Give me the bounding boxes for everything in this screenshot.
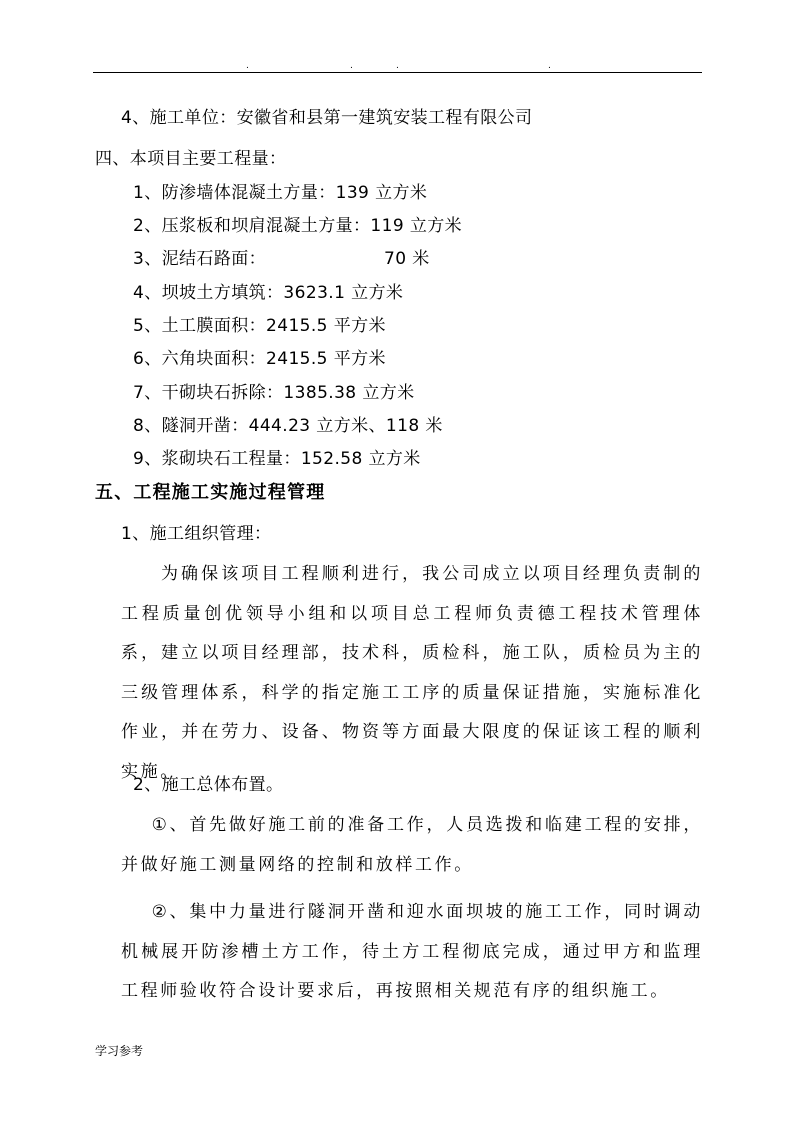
- quantity-item: 1、防渗墙体混凝土方量：139 立方米: [133, 183, 428, 203]
- header-dot: .: [246, 61, 249, 71]
- section-heading-quantities: 四、本项目主要工程量：: [95, 149, 287, 169]
- quantity-item: 5、土工膜面积：2415.5 平方米: [133, 316, 386, 336]
- subheading-layout: 2、施工总体布置。: [133, 775, 284, 795]
- quantity-item: 2、压浆板和坝肩混凝土方量：119 立方米: [133, 216, 463, 236]
- quantity-item: 9、浆砌块石工程量：152.58 立方米: [133, 449, 421, 469]
- section-heading-management: 五、工程施工实施过程管理: [95, 482, 326, 503]
- quantity-value: 70 米: [384, 249, 430, 269]
- quantity-item: 3、泥结石路面：: [133, 249, 267, 269]
- header-rule: [93, 72, 702, 73]
- paragraph-organization: 为确保该项目工程顺利进行，我公司成立以项目经理负责制的工程质量创优领导小组和以项目总工程师负责德工程技术管理体系，建立以项目经理部，技术科，质检科，施工队，质检员为主的三级管理体系，科学的指定施工工序的质量保证措施，实施标准化作业，并在劳力、设备、物资等方面最大限度的保证该工程的顺利实施。: [121, 564, 703, 782]
- quantity-item: 4、坝坡土方填筑：3623.1 立方米: [133, 283, 404, 303]
- header-dot: .: [350, 61, 353, 71]
- footer-note: 学习参考: [95, 1044, 144, 1058]
- header-dot: .: [396, 61, 399, 71]
- quantity-item: 7、干砌块石拆除：1385.38 立方米: [133, 383, 415, 403]
- quantity-item: 8、隧洞开凿：444.23 立方米、118 米: [133, 416, 443, 436]
- construction-unit-line: 4、施工单位：安徽省和县第一建筑安装工程有限公司: [121, 108, 533, 128]
- paragraph-tunnel-work: ②、集中力量进行隧洞开凿和迎水面坝坡的施工工作，同时调动机械展开防渗槽土方工作，待土方工程彻底完成，通过甲方和监理工程师验收符合设计要求后，再按照相关规范有序的组织施工。: [121, 902, 703, 1001]
- subheading-organization: 1、施工组织管理：: [121, 524, 272, 544]
- header-dot: .: [548, 61, 551, 71]
- paragraph-preparation: ①、首先做好施工前的准备工作，人员选拨和临建工程的安排，并做好施工测量网络的控制和放样工作。: [121, 815, 703, 875]
- quantity-item: 6、六角块面积：2415.5 平方米: [133, 349, 386, 369]
